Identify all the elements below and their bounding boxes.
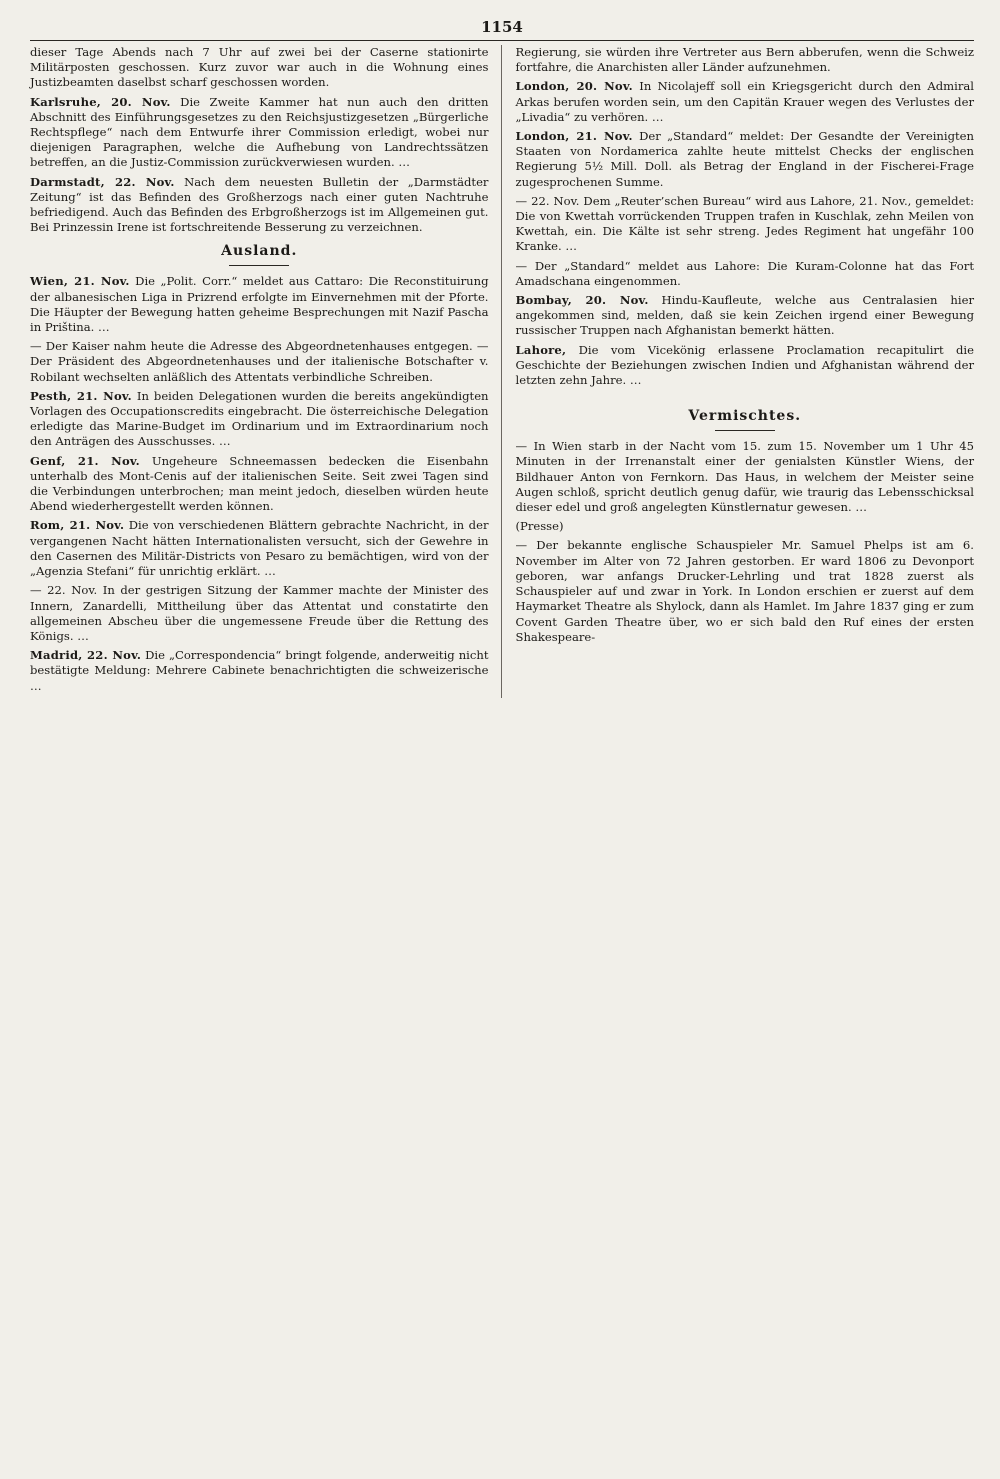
news-item	[516, 79, 975, 125]
news-dateline: Bombay, 20. Nov.	[515, 293, 649, 308]
section-title-vermischtes: Vermischtes.	[688, 408, 802, 425]
news-text: dieser Tage Abends nach 7 Uhr auf zwei bei der Caserne stationirte Militärposten geschossen. Kurz zuvor war auch in die Wohnung eines Justizbeamten daselbst scharf geschossen worden.	[30, 45, 489, 90]
news-item	[516, 259, 975, 289]
news-item	[30, 45, 489, 91]
header-rule	[30, 40, 974, 41]
news-text: — Der bekannte englische Schauspieler Mr. Samuel Phelps ist am 6. November im Alter von 72 Jahren gestorben. Er ward 1806 zu Devonport geboren, war anfangs Drucker-Lehrling und trat 1828 zuerst als Schauspieler auf und zwar in York. In London erschien er zuerst auf dem Haymarket Theatre als Shylock, dann als Hamlet. Im Jahre 1837 ging er zum Covent Garden Theatre über, wo er sich bald den Ruf eines der ersten Shakespeare-	[515, 538, 974, 644]
news-item	[516, 293, 975, 339]
news-dateline: Karlsruhe, 20. Nov.	[30, 94, 171, 109]
news-item	[516, 194, 975, 255]
news-item	[516, 129, 975, 190]
right-column-news	[516, 45, 975, 388]
news-item	[30, 95, 489, 171]
news-dateline: Madrid, 22. Nov.	[30, 648, 142, 663]
left-column-foreign-news	[30, 274, 489, 693]
news-text: Hindu-Kaufleute, welche aus Centralasien hier angekommen sind, melden, daß sie kein Zeichen irgend einer Bewegung russischer Truppen nach Afghanistan bemerkt hätten.	[515, 293, 975, 338]
section-title-ausland: Ausland.	[221, 243, 298, 260]
news-item	[30, 339, 489, 385]
news-item	[30, 583, 489, 644]
news-dateline: Darmstadt, 22. Nov.	[30, 174, 175, 189]
section-divider	[229, 265, 289, 266]
news-item	[516, 439, 975, 515]
right-column	[516, 45, 975, 649]
news-text: Der „Standard“ meldet: Der Gesandte der Vereinigten Staaten von Nordamerica zahlte heute mittelst Checks der englischen Regierung 5½ Mill. Doll. als Betrag der England in der Fischerei-Frage zugesprochenen Summe.	[515, 129, 975, 189]
news-text: Die vom Vicekönig erlassene Proclamation recapitulirt die Geschichte der Beziehungen zwischen Indien und Afghanistan während der letzten zehn Jahre. …	[515, 342, 974, 388]
page-number: 1154	[481, 18, 523, 36]
news-item	[516, 538, 975, 644]
news-item	[516, 45, 975, 75]
left-column-news	[30, 45, 489, 235]
news-item	[30, 175, 489, 236]
news-item	[30, 274, 489, 335]
news-item	[516, 343, 975, 389]
news-item	[516, 519, 975, 534]
news-text: — 22. Nov. Dem „Reuter’schen Bureau“ wird aus Lahore, 21. Nov., gemeldet: Die von Kwettah vorrückenden Truppen trafen in Kuschlak, zehn Meilen von Kwettah, ein. Die Kälte ist sehr streng. Jedes Regiment hat ungefähr 100 Kranke. …	[515, 193, 974, 254]
news-text: Nach dem neuesten Bulletin der „Darmstädter Zeitung“ ist das Befinden des Großherzogs nach einer guten Nachtruhe befriedigend. Auch das Befinden des Erbgroßherzogs ist im Allgemeinen gut. Bei Prinzessin Irene ist fortschreitende Besserung zu verzeichnen.	[30, 174, 489, 235]
news-dateline: Wien, 21. Nov.	[30, 274, 130, 289]
news-text: In Nicolajeff soll ein Kriegsgericht durch den Admiral Arkas berufen worden sein, um den Capitän Krauer wegen des Verlustes der „Livadia“ zu verhören. …	[515, 79, 974, 124]
news-item	[30, 389, 489, 450]
news-text: — 22. Nov. In der gestrigen Sitzung der Kammer machte der Minister des Innern, Zanardelli, Mittheilung über das Attentat und constatirte den allgemeinen Abscheu über die ungemessene Freude über die Rettung des Königs. …	[30, 583, 489, 643]
news-dateline: London, 21. Nov.	[515, 129, 633, 144]
news-dateline: Lahore,	[515, 342, 567, 357]
news-dateline: London, 20. Nov.	[515, 79, 633, 94]
news-text: — In Wien starb in der Nacht vom 15. zum 15. November um 1 Uhr 45 Minuten in der Irrenanstalt einer der genialsten Künstler Wiens, der Bildhauer Anton von Fernkorn. Das Haus, in welchem der Meister seine Augen schloß, spricht deutlich genug dafür, wie traurig das Lebensschicksal dieser edel und groß angelegten Künstlernatur gewesen. …	[515, 439, 974, 515]
news-text: (Presse)	[515, 519, 564, 534]
news-text: Ungeheure Schneemassen bedecken die Eisenbahn unterhalb des Mont-Cenis auf der italienischen Seite. Seit zwei Tagen sind die Verbindungen unterbrochen; man meint jedoch, dieselben würden heute Abend wiederhergestellt werden können.	[30, 453, 489, 514]
news-text: Die Zweite Kammer hat nun auch den dritten Abschnitt des Einführungsgesetzes zu den Reichsjustizgesetzen „Bürgerliche Rechtspflege“ nach dem Entwurfe ihrer Commission erledigt, wobei nur diejenigen Paragraphen, welche die Aufhebung von Landrechtssätzen betreffen, an die Justiz-Commission zurückverwiesen wurden. …	[30, 94, 489, 170]
news-dateline: Genf, 21. Nov.	[30, 453, 140, 468]
news-text: Regierung, sie würden ihre Vertreter aus Bern abberufen, wenn die Schweiz fortfahre, die Anarchisten aller Länder aufzunehmen.	[515, 45, 974, 75]
news-dateline: Pesth, 21. Nov.	[30, 388, 132, 403]
news-item	[30, 518, 489, 579]
section-divider	[715, 430, 775, 431]
news-item	[30, 648, 489, 694]
news-dateline: Rom, 21. Nov.	[30, 518, 125, 533]
news-text: Die „Polit. Corr.“ meldet aus Cattaro: Die Reconstituirung der albanesischen Liga in Prizrend erfolgte im Einvernehmen mit der Pforte. Die Häupter der Bewegung hatten geheime Besprechungen mit Nazif Pascha in Priština. …	[30, 274, 489, 335]
news-text: Die von verschiedenen Blättern gebrachte Nachricht, in der vergangenen Nacht hätten Internationalisten versucht, sich der Gewehre in den Casernen des Militär-Districts von Pesaro zu bemächtigen, wird von der „Agenzia Stefani“ für unrichtig erklärt. …	[30, 518, 489, 579]
columns	[30, 45, 974, 698]
right-column-miscellaneous	[516, 439, 975, 645]
news-text: — Der Kaiser nahm heute die Adresse des Abgeordnetenhauses entgegen. — Der Präsident des Abgeordnetenhauses und der italienische Botschafter v. Robilant wechselten anläßlich des Attentats verbindliche Schreiben.	[30, 339, 489, 384]
left-column	[30, 45, 502, 698]
news-item	[30, 454, 489, 515]
news-text: — Der „Standard“ meldet aus Lahore: Die Kuram-Colonne hat das Fort Amadschana eingenommen.	[515, 258, 974, 288]
news-text: Die „Correspondencia“ bringt folgende, anderweitig nicht bestätigte Meldung: Mehrere Cabinete benachrichtigten die schweizerische …	[30, 648, 489, 693]
news-text: In beiden Delegationen wurden die bereits angekündigten Vorlagen des Occupationscredits eingebracht. Die österreichische Delegation erledigte das Marine-Budget im Ordinarium und im Extraordinarium noch den Anträgen des Ausschusses. …	[30, 388, 489, 449]
spacer	[516, 392, 975, 400]
